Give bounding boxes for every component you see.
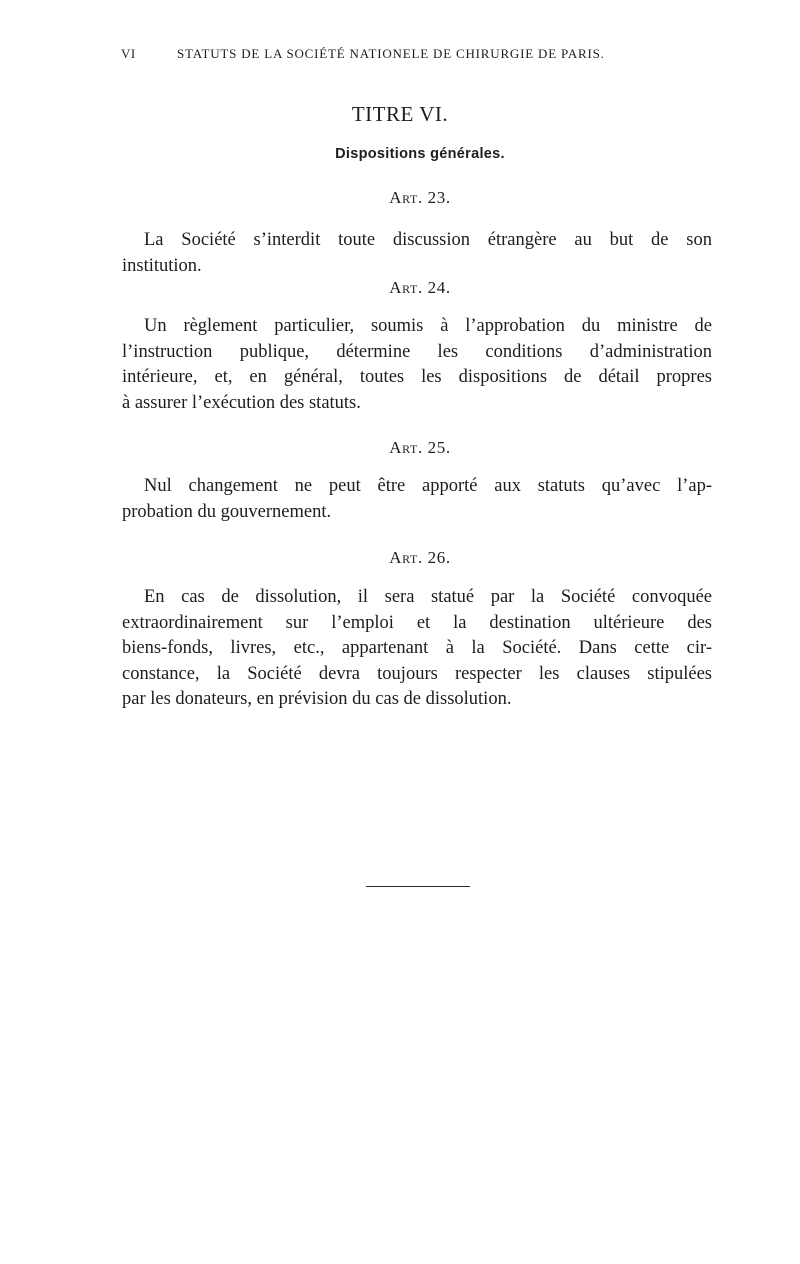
article-paragraph	[122, 474, 712, 525]
article-heading	[0, 548, 800, 568]
end-rule	[366, 886, 470, 887]
running-head	[121, 46, 681, 68]
article-heading-text: Art. 25.	[389, 438, 451, 457]
article-heading-text: Art. 26.	[389, 548, 451, 567]
article-heading-text: Art. 23.	[389, 188, 451, 207]
paragraph-line: extraordinairement sur l’emploi et la destination ultérieure des	[122, 612, 712, 633]
paragraph-line: intérieure, et, en général, toutes les dispositions de détail propres	[122, 367, 712, 387]
paragraph-line: probation du gouvernement.	[122, 501, 332, 522]
paragraph-line: En cas de dissolution, il sera statué par la Société convoquée	[144, 587, 712, 607]
article-heading	[0, 278, 800, 298]
page-number: VI	[121, 46, 136, 61]
article-paragraph	[122, 314, 712, 416]
paragraph-line: Nul changement ne peut être apporté aux statuts qu’avec l’ap-	[144, 476, 712, 496]
paragraph-line: à assurer l’exécution des statuts.	[122, 392, 361, 413]
article-heading	[0, 188, 800, 208]
paragraph-line: constance, la Société devra toujours respecter les clauses stipulées	[122, 663, 712, 684]
paragraph-line: par les donateurs, en prévision du cas de dissolution.	[122, 689, 512, 709]
article-paragraph	[122, 228, 712, 279]
paragraph-line: l’instruction publique, détermine les conditions d’administration	[122, 341, 712, 362]
running-head-title: STATUTS DE LA SOCIÉTÉ NATIONELE DE CHIRURGIE DE PARIS.	[177, 46, 605, 61]
paragraph-line: La Société s’interdit toute discussion étrangère au but de son	[144, 230, 712, 250]
paragraph-line: institution.	[122, 255, 202, 276]
section-subtitle: Dispositions générales.	[335, 146, 505, 162]
article-heading-text: Art. 24.	[389, 278, 451, 297]
section-title: TITRE VI.	[351, 102, 449, 126]
paragraph-line: Un règlement particulier, soumis à l’approbation du ministre de	[144, 316, 712, 336]
article-paragraph	[122, 585, 712, 713]
article-heading	[0, 438, 800, 458]
paragraph-line: biens-fonds, livres, etc., appartenant à la Société. Dans cette cir-	[122, 638, 712, 658]
